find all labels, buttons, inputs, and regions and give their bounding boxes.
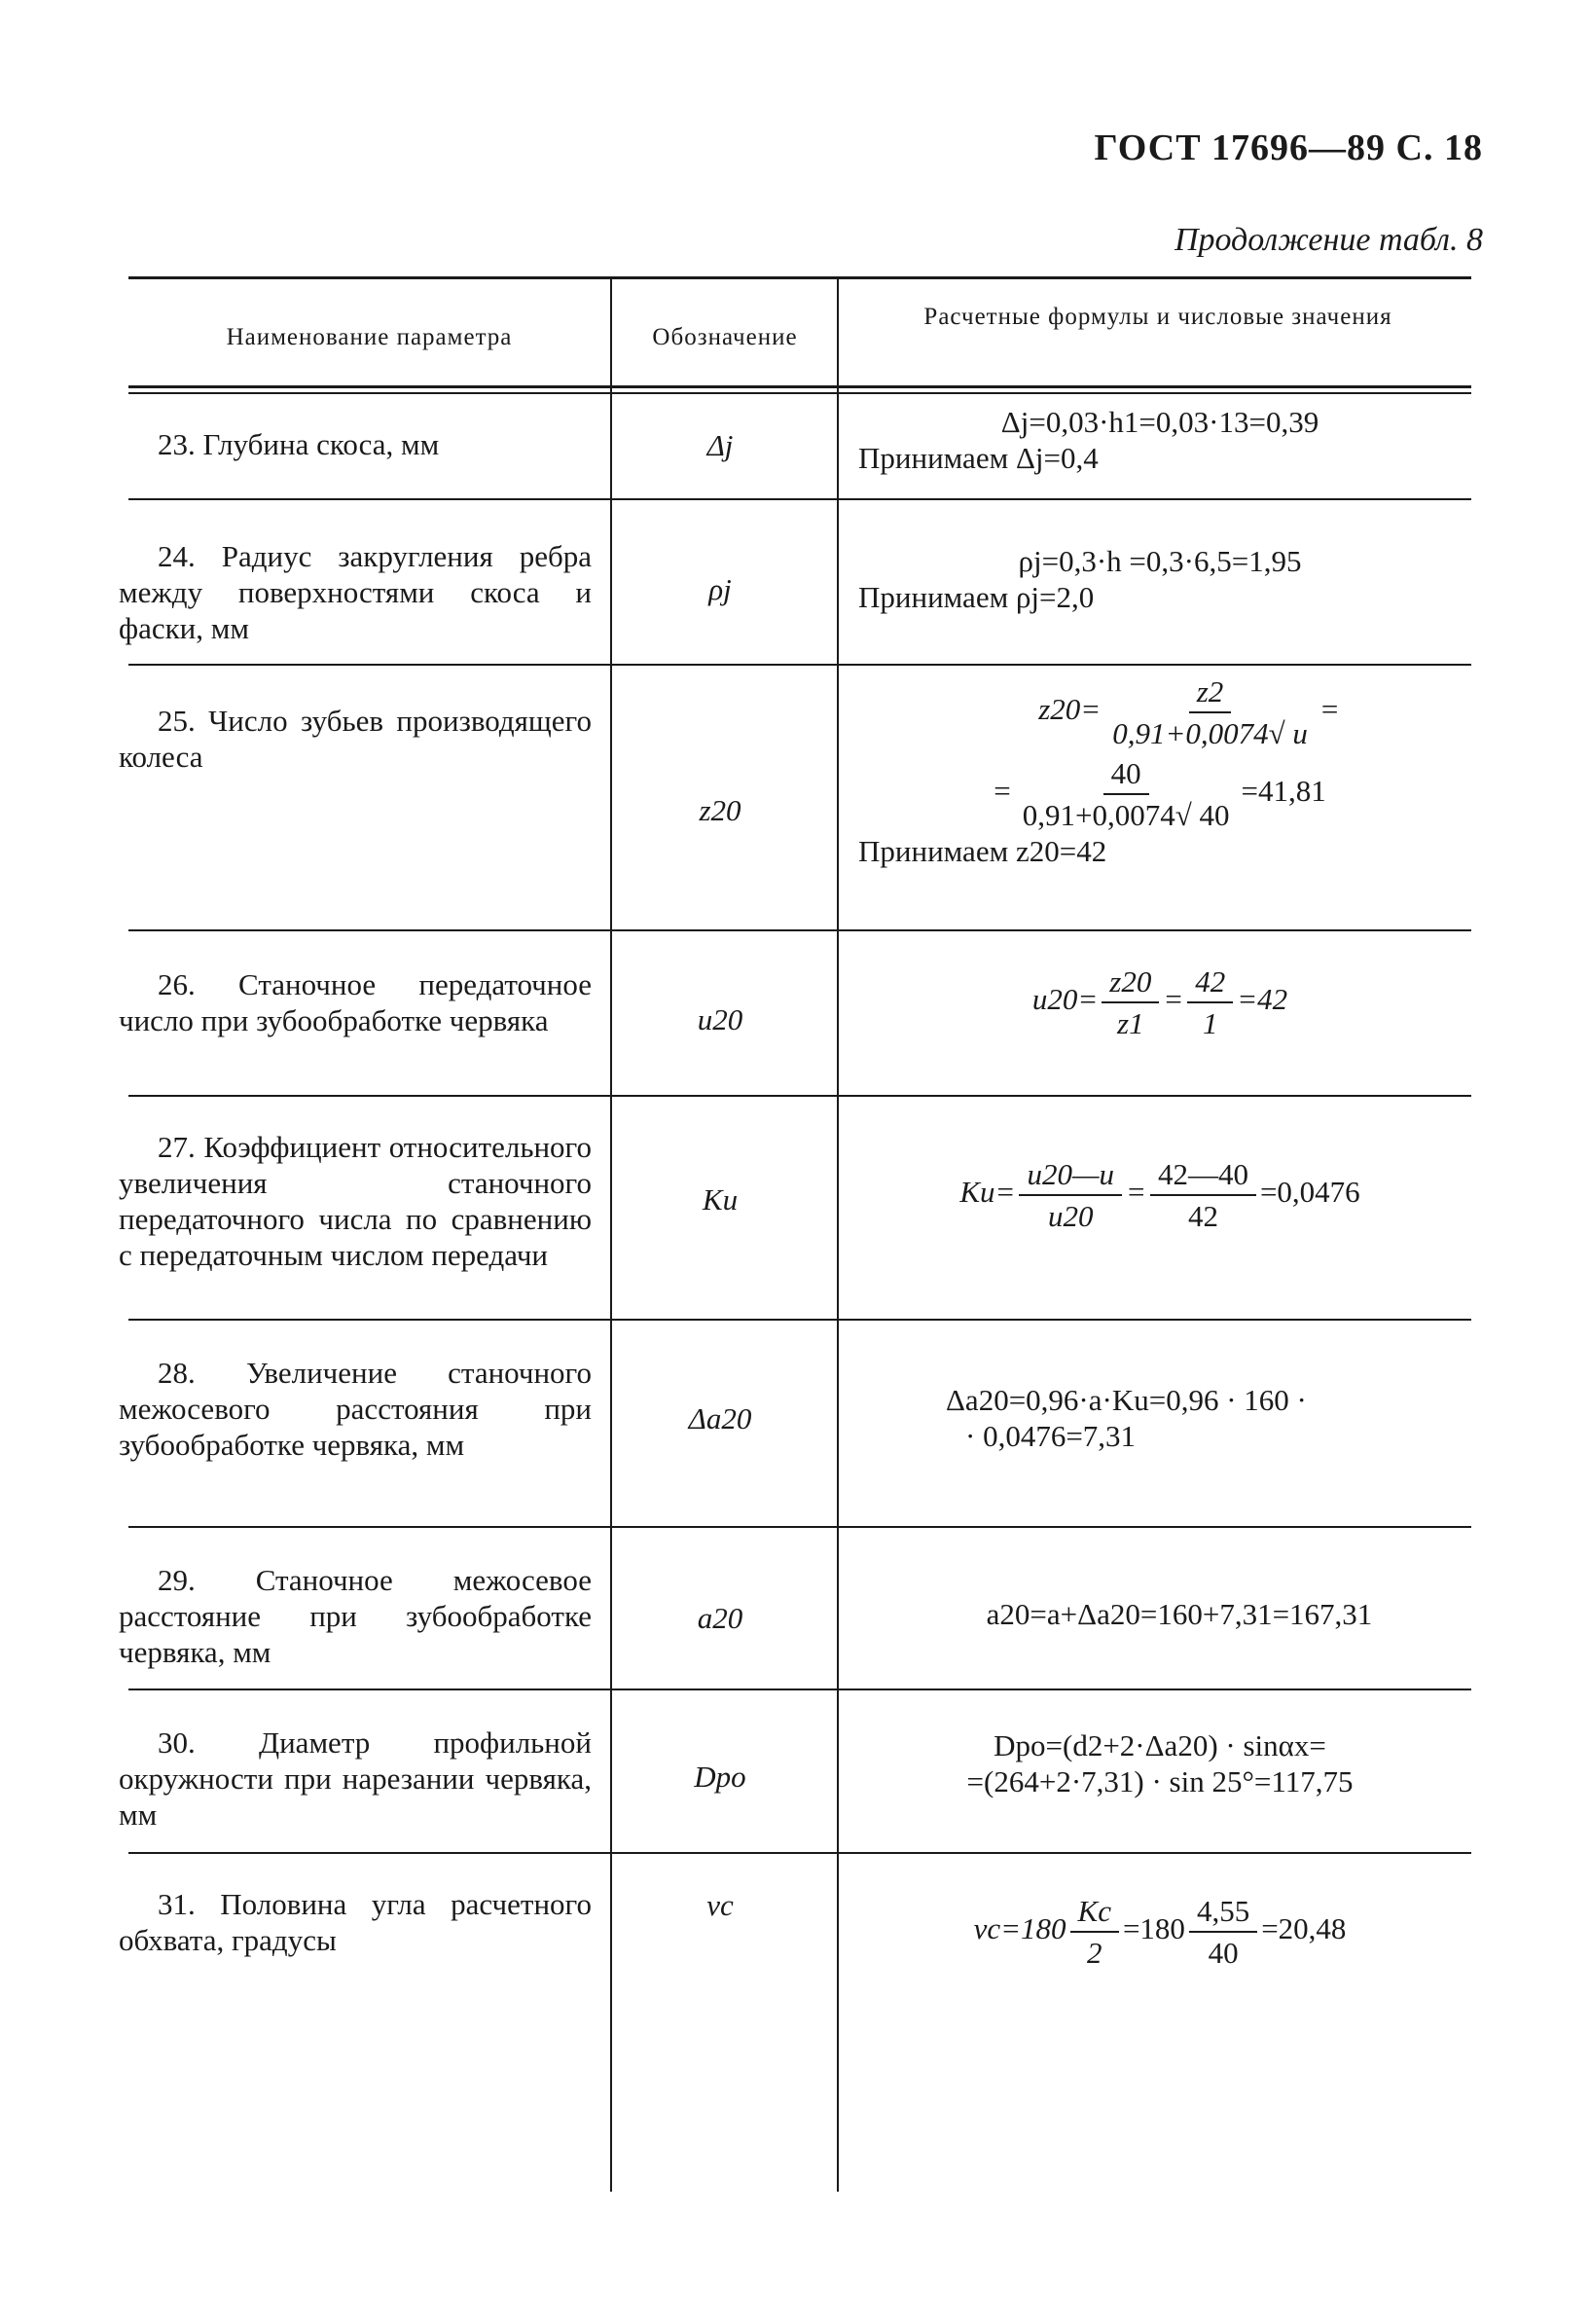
fraction-denominator: 0,91+0,0074√ u [1112, 716, 1308, 750]
param-formula-23 [849, 404, 1471, 476]
document-reference: ГОСТ 17696—89 С. 18 [1094, 127, 1483, 168]
formula-operator: = [1319, 692, 1340, 727]
formula-operator: = [1163, 982, 1184, 1017]
fraction [1102, 963, 1159, 1041]
fraction-numerator: 40 [1103, 755, 1149, 795]
formula-line: Δj=0,03·h1=0,03·13=0,39 [1000, 405, 1319, 439]
fraction-denominator: 0,91+0,0074√ 40 [1022, 798, 1230, 832]
formula-result: =42 [1237, 982, 1288, 1017]
fraction-numerator: z2 [1189, 673, 1232, 713]
param-formula-27 [849, 1156, 1471, 1234]
header-bottom-rule-2 [128, 392, 1471, 394]
row-separator [128, 1319, 1471, 1321]
formula-lhs: z20= [1038, 692, 1102, 727]
fraction-numerator: z20 [1102, 963, 1159, 1003]
formula-lhs: u20= [1031, 982, 1099, 1017]
param-symbol-23: Δj [706, 428, 734, 462]
column-header-formula: Расчетные формулы и числовые значения [923, 304, 1392, 330]
formula-result: =0,0476 [1259, 1175, 1360, 1210]
formula-operator: = [1126, 1175, 1146, 1210]
column-header-name: Наименование параметра [226, 324, 513, 350]
param-symbol-27: Ku [702, 1182, 739, 1216]
param-formula-26 [849, 963, 1471, 1041]
row-separator [128, 1852, 1471, 1854]
param-name-25: 25. Число зубьев производящего колеса [119, 704, 592, 774]
row-separator [128, 929, 1471, 931]
param-symbol-25: z20 [699, 793, 741, 827]
fraction [1104, 673, 1316, 751]
formula-line: ρj=0,3·h =0,3·6,5=1,95 [1018, 544, 1302, 578]
param-symbol-30: Dpo [694, 1760, 746, 1794]
param-name-27: 27. Коэффициент относительного увеличения станочного передаточного числа по сравнению с передаточным числом передачи [119, 1130, 592, 1272]
fraction [1070, 1893, 1119, 1971]
param-name-23: 23. Глубина скоса, мм [158, 427, 440, 461]
fraction-denominator: z1 [1117, 1006, 1144, 1040]
row-separator [128, 1689, 1471, 1690]
fraction [1150, 1156, 1256, 1234]
formula-line [849, 673, 1471, 751]
formula-lhs: νc=180 [973, 1911, 1066, 1946]
formula-line: Δa20=0,96·a·Ku=0,96 · 160 · [946, 1383, 1307, 1417]
param-symbol-24: ρj [708, 572, 732, 606]
fraction [1187, 963, 1233, 1041]
fraction-numerator: 4,55 [1189, 1893, 1257, 1933]
param-formula-29 [849, 1596, 1471, 1632]
formula-line: Принимаем z20=42 [858, 834, 1107, 868]
formula-line: =(264+2·7,31) · sin 25°=117,75 [966, 1764, 1354, 1798]
fraction-denominator: 42 [1187, 1199, 1218, 1233]
param-formula-25 [849, 673, 1471, 869]
formula-line: a20=a+Δa20=160+7,31=167,31 [986, 1597, 1373, 1631]
formula-line: Dpo=(d2+2·Δa20) · sinαx= [994, 1728, 1326, 1762]
param-name-28: 28. Увеличение станочного межосевого расстояния при зубообработке червяка, мм [119, 1356, 592, 1462]
fraction-denominator: 40 [1208, 1936, 1239, 1970]
param-formula-30 [849, 1727, 1471, 1799]
table-continuation-label: Продолжение табл. 8 [1174, 222, 1483, 258]
table-top-rule [128, 276, 1471, 279]
formula-line: Принимаем ρj=2,0 [858, 580, 1095, 614]
formula-lhs: Ku= [959, 1175, 1016, 1210]
param-symbol-26: u20 [697, 1002, 743, 1036]
formula-line [849, 755, 1471, 833]
row-separator [128, 498, 1471, 500]
header-bottom-rule [128, 385, 1471, 388]
column-separator-2 [837, 279, 839, 2192]
formula-line: Принимаем Δj=0,4 [858, 441, 1099, 475]
param-symbol-31: νc [706, 1888, 734, 1922]
fraction-numerator: 42 [1187, 963, 1233, 1003]
fraction [1019, 1156, 1122, 1234]
param-formula-28 [849, 1382, 1471, 1454]
fraction [1015, 755, 1238, 833]
fraction-denominator: 2 [1086, 1936, 1102, 1970]
formula-line: · 0,0476=7,31 [965, 1419, 1137, 1453]
fraction-numerator: u20—u [1019, 1156, 1122, 1196]
column-separator-1 [610, 279, 612, 2192]
param-name-30: 30. Диаметр профильной окружности при нарезании червяка, мм [119, 1725, 592, 1832]
fraction [1189, 1893, 1257, 1971]
row-separator [128, 664, 1471, 666]
param-symbol-29: a20 [697, 1601, 743, 1635]
formula-operator: =180 [1122, 1911, 1185, 1946]
fraction-numerator: 42—40 [1150, 1156, 1256, 1196]
param-name-24: 24. Радиус закругления ребра между поверхностями скоса и фаски, мм [119, 539, 592, 645]
column-header-symbol: Обозначение [652, 324, 798, 350]
row-separator [128, 1526, 1471, 1528]
param-formula-31 [849, 1893, 1471, 1971]
fraction-denominator: 1 [1203, 1006, 1218, 1040]
formula-result: =41,81 [1241, 774, 1326, 809]
fraction-numerator: Kc [1070, 1893, 1119, 1933]
param-formula-24 [849, 543, 1471, 615]
row-separator [128, 1095, 1471, 1097]
formula-result: =20,48 [1261, 1911, 1347, 1946]
param-name-31: 31. Половина угла расчетного обхвата, градусы [119, 1887, 592, 1957]
fraction-denominator: u20 [1047, 1199, 1094, 1233]
param-name-29: 29. Станочное межосевое расстояние при зубообработке червяка, мм [119, 1563, 592, 1669]
param-symbol-28: Δa20 [688, 1401, 752, 1435]
param-name-26: 26. Станочное передаточное число при зубообработке червяка [119, 967, 592, 1037]
formula-operator: = [994, 774, 1011, 809]
